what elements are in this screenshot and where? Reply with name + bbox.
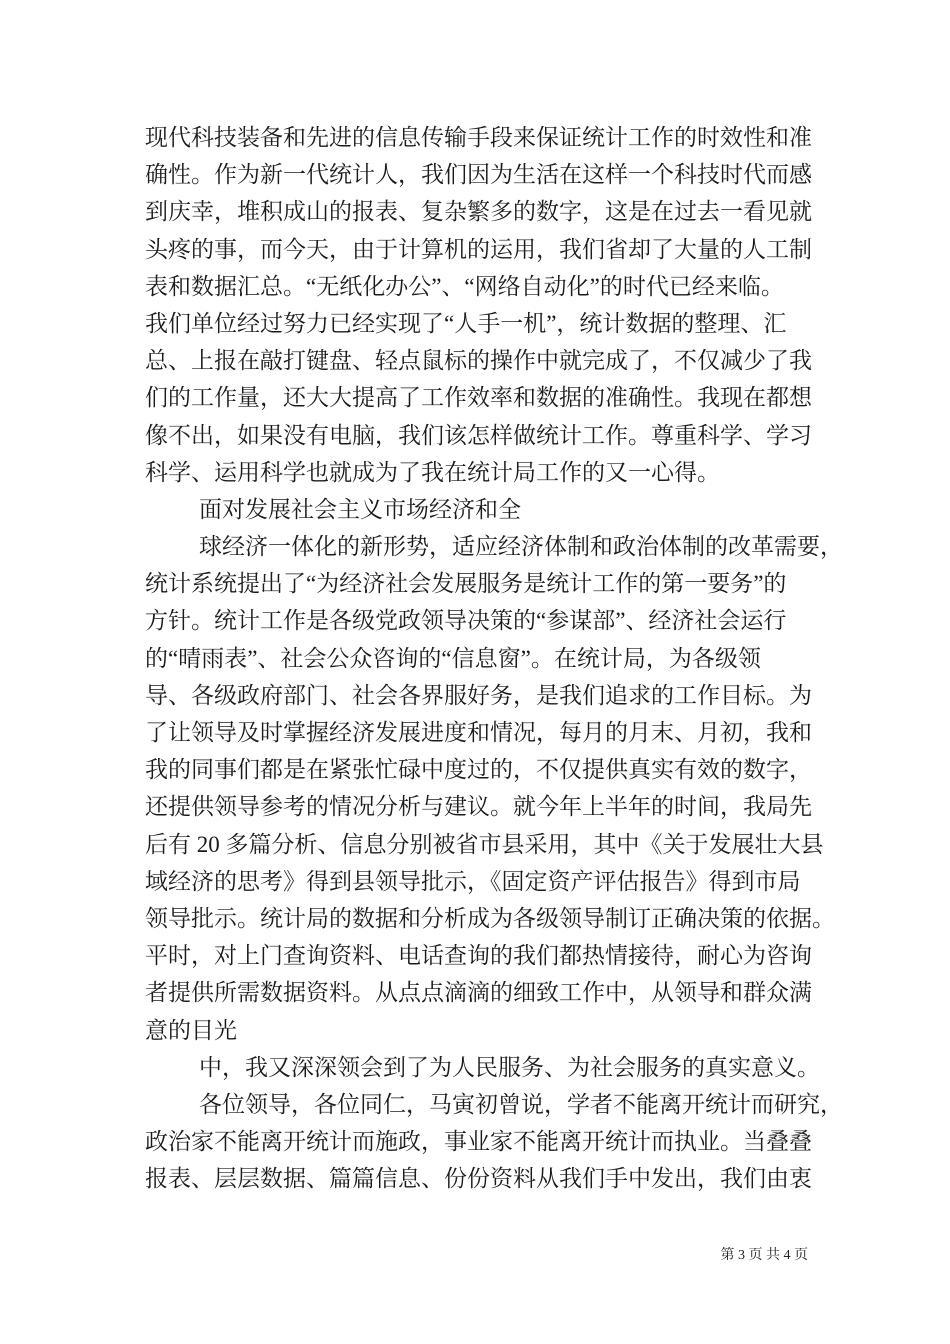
text-line: 导、各级政府部门、社会各界服好务，是我们追求的工作目标。为 [145, 682, 812, 708]
text-line: 面对发展社会主义市场经济和全 [199, 496, 521, 522]
text-line: 科学、运用科学也就成为了我在统计局工作的又一心得。 [145, 459, 720, 485]
text-line: 还提供领导参考的情况分析与建议。就今年上半年的时间，我局先 [145, 794, 812, 820]
page-number-footer: 第 3 页 共 4 页 [720, 1248, 808, 1263]
text-line: 我的同事们都是在紧张忙碌中度过的，不仅提供真实有效的数字， [145, 757, 812, 783]
text-line: 域经济的思考》得到县领导批示，《固定资产评估报告》得到市局 [145, 868, 801, 894]
text-line: 现代科技装备和先进的信息传输手段来保证统计工作的时效性和准 [145, 125, 812, 150]
text-line: 意的目光 [145, 1017, 237, 1043]
text-line: 者提供所需数据资料。从点点滴滴的细致工作中，从领导和群众满 [145, 980, 812, 1006]
text-line: 确性。作为新一代统计人，我们因为生活在这样一个科技时代而感 [145, 162, 812, 188]
text-line: 领导批示。统计局的数据和分析成为各级领导制订正确决策的依据。 [145, 905, 835, 931]
text-line: 我们单位经过努力已经实现了“人手一机”，统计数据的整理、汇 [145, 310, 787, 336]
text-line: 们的工作量，还大大提高了工作效率和数据的准确性。我现在都想 [145, 385, 812, 411]
text-line: 表和数据汇总。“无纸化办公”、“网络自动化”的时代已经来临。 [145, 273, 784, 299]
text-line: 平时，对上门查询资料、电话查询的我们都热情接待，耐心为咨询 [145, 943, 812, 969]
text-line: 头疼的事，而今天，由于计算机的运用，我们省却了大量的人工制 [145, 236, 812, 262]
text-line: 政治家不能离开统计而施政，事业家不能离开统计而执业。当叠叠 [145, 1129, 812, 1155]
text-line: 各位领导，各位同仁，马寅初曾说，学者不能离开统计而研究， [199, 1091, 843, 1117]
text-line: 后有 20 多篇分析、信息分别被省市县采用，其中《关于发展壮大县 [145, 831, 824, 857]
text-line: 报表、层层数据、篇篇信息、份份资料从我们手中发出，我们由衷 [145, 1166, 812, 1192]
text-line: 像不出，如果没有电脑，我们该怎样做统计工作。尊重科学、学习 [145, 422, 812, 448]
text-line: 球经济一体化的新形势，适应经济体制和政治体制的改革需要， [199, 534, 843, 560]
document-body [145, 119, 855, 1197]
text-line: 方针。统计工作是各级党政领导决策的“参谋部”、经济社会运行 [145, 608, 787, 634]
text-line: 总、上报在敲打键盘、轻点鼠标的操作中就完成了，不仅减少了我 [145, 348, 812, 374]
text-line: 统计系统提出了“为经济社会发展服务是统计工作的第一要务”的 [145, 571, 787, 597]
text-line: 到庆幸，堆积成山的报表、复杂繁多的数字，这是在过去一看见就 [145, 199, 812, 225]
text-line: 的“晴雨表”、社会公众咨询的“信息窗”。在统计局，为各级领 [145, 645, 761, 671]
text-line: 了让领导及时掌握经济发展进度和情况，每月的月末、月初，我和 [145, 720, 812, 745]
text-line: 中，我又深深领会到了为人民服务、为社会服务的真实意义。 [199, 1054, 820, 1080]
